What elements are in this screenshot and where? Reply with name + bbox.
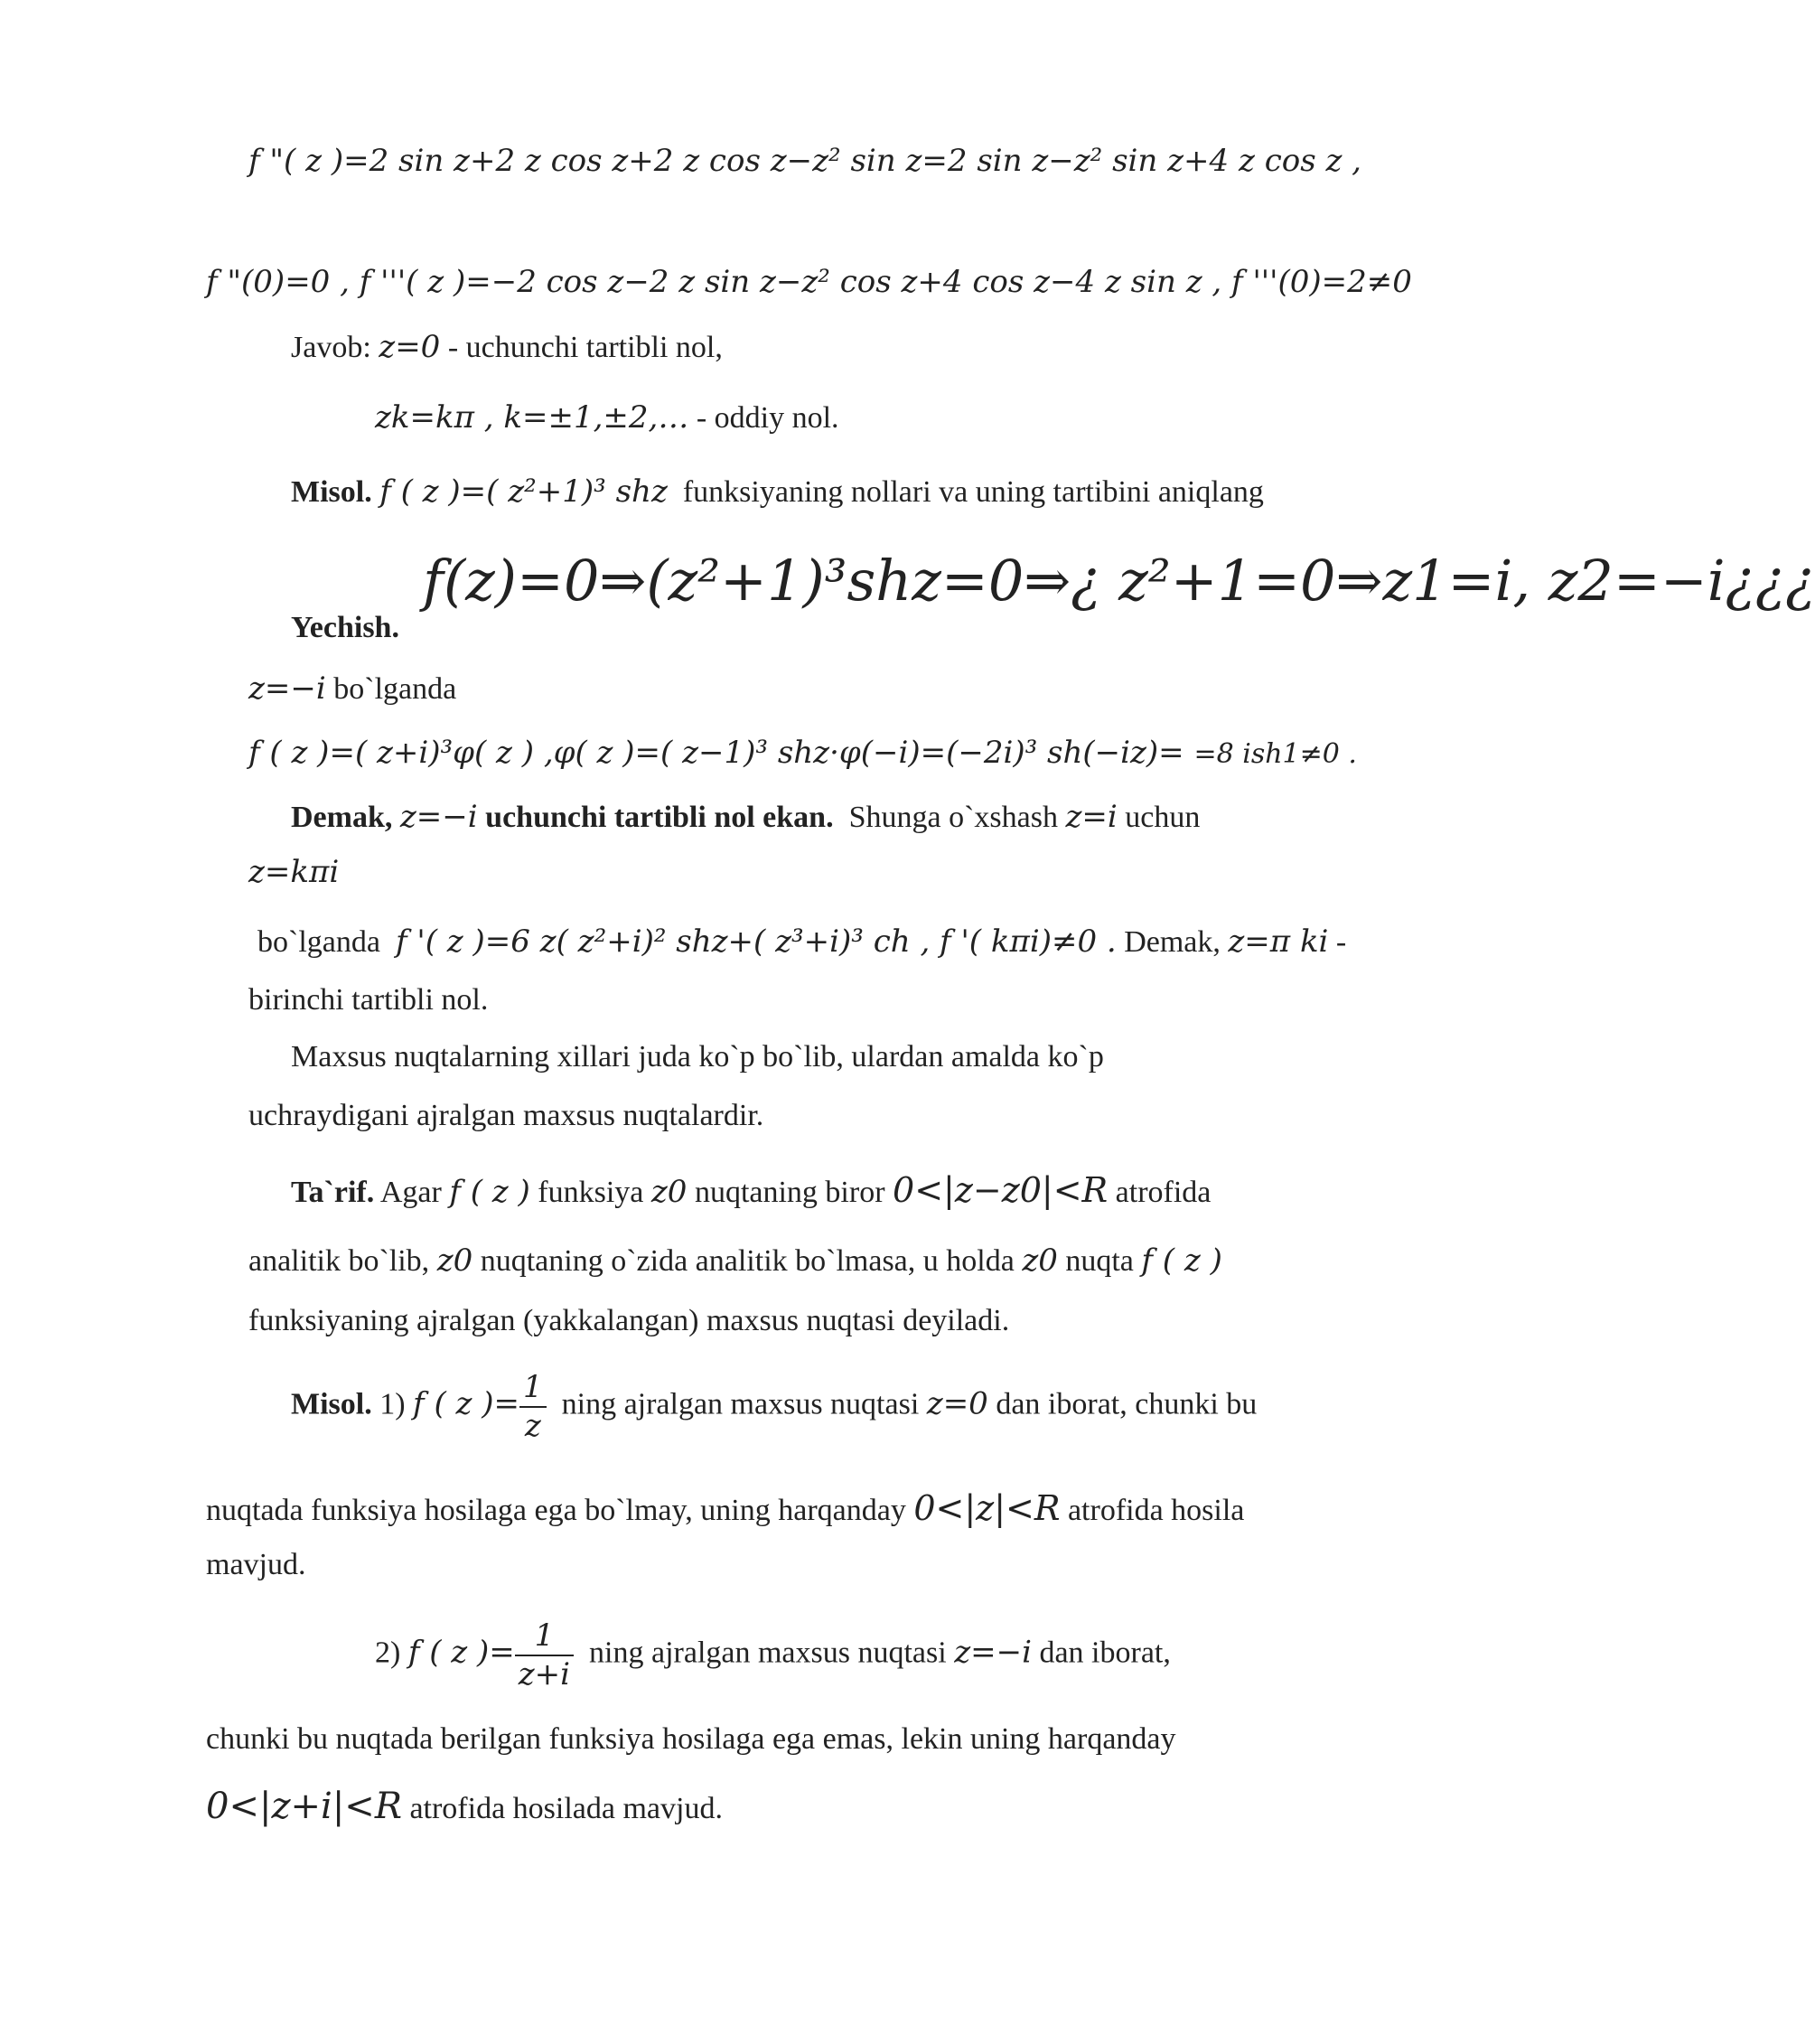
example1-line3 [206,1547,305,1584]
paragraph-text: uchraydigani ajralgan maxsus nuqtalardir. [248,1099,764,1132]
conclusion-label: Demak, [291,801,393,834]
function-symbol: f ( z ) [1141,1242,1222,1279]
condition-formula: z=−i [248,670,326,707]
z0-symbol: z0 [1022,1242,1058,1279]
example2-text2: dan iborat, [1039,1636,1171,1670]
example1-line2 [206,1488,1244,1530]
example2-line3-text: atrofida hosilada mavjud. [409,1792,723,1825]
phi-formula-result: =8 ish1≠0 . [1193,738,1357,770]
analytic-text: analitik bo`lib, [248,1244,430,1278]
example1-line2-text: nuqtada funksiya hosilaga ega bo`lmay, uning harqanday [206,1494,906,1527]
answer-text: - uchunchi tartibli nol, [447,331,723,364]
dash: - [1335,925,1347,959]
condition-text: bo`lganda [333,672,457,706]
example2-formula: z=−i [954,1634,1032,1671]
example1-neighborhood: 0<|z|<R [913,1488,1061,1528]
kpi-formula: z=kπi [248,854,340,890]
phi-formula-line [248,735,1357,772]
derivative-formula: f '( z )=6 z( z²+i)² shz+( z³+i)³ ch , f '( kπi)≠0 . [395,924,1117,960]
paragraph-line [248,1098,763,1135]
fraction-denominator: z [524,1407,541,1444]
fraction-numerator: 1 [515,1617,574,1656]
example-formula: f ( z )=( z²+1)³ shz [379,473,668,510]
definition-line [248,1242,1222,1280]
answer-formula: z=0 [379,329,441,365]
example1-line2b-text: atrofida hosila [1067,1494,1245,1527]
example2-neighborhood: 0<|z+i|<R [206,1786,402,1827]
fraction-1-over-z [519,1369,547,1445]
condition-line [248,670,456,708]
fraction-numerator: 1 [519,1369,547,1408]
fraction-denominator: z+i [518,1655,571,1692]
z0-symbol: z0 [436,1242,473,1279]
answer-line [291,329,723,367]
example-label: Misol. [291,1387,372,1421]
definition-label: Ta`rif. [291,1176,375,1209]
example-label: Misol. [291,475,372,509]
example-text: funksiyaning nollari va uning tartibini aniqlang [682,475,1264,509]
function-symbol: f ( z ) [449,1174,530,1210]
solution-formula-text: f(z)=0⇒(z²+1)³shz=0⇒¿ z²+1=0⇒z1=i, z2=−i¿¿¿ [423,548,1815,614]
phi-formula: f ( z )=( z+i)³φ( z ) ,φ( z )=( z−1)³ shz·φ(−i)=(−2i)³ sh(−iz)= [248,735,1184,771]
first-order-line [248,982,488,1019]
neighborhood-text: atrofida [1115,1176,1212,1209]
example2-text: ning ajralgan maxsus nuqtasi [589,1636,947,1670]
paragraph-text: Maxsus nuqtalarning xillari juda ko`p bo`lib, ulardan amalda ko`p [291,1040,1104,1074]
derivative-label: bo`lganda [257,925,380,959]
zeros-text: - oddiy nol. [696,401,839,435]
fraction-1-over-z-plus-i [515,1617,574,1693]
neighborhood-formula: 0<|z−z0|<R [893,1170,1109,1210]
answer-label: Javob: [291,331,371,364]
conclusion2-formula: z=π ki [1228,924,1329,960]
similar-text: Shunga o`xshash [848,801,1058,834]
item-number: 1) [379,1387,406,1421]
similar-formula: z=i [1065,799,1118,835]
point-self-text: nuqtaning o`zida analitik bo`lmasa, u holda [480,1244,1015,1278]
solution-formula [423,548,1815,614]
zeros-formula: zk=kπ , k=±1,±2,… [375,399,689,436]
conclusion2-label: Demak, [1124,925,1221,959]
zeros-line [375,399,839,437]
formula-text: f "( z )=2 sin z+2 z cos z+2 z cos z−z² sin z=2 sin z−z² sin z+4 z cos z , [248,143,1361,179]
derivative-line [257,924,1346,961]
example1-text: ning ajralgan maxsus nuqtasi [561,1387,920,1421]
conclusion-formula: z=−i [399,799,478,835]
first-order-text: birinchi tartibli nol. [248,983,489,1017]
example1-text2: dan iborat, chunki bu [996,1387,1258,1421]
kpi-line [248,854,339,891]
fraction-lhs: f ( z )= [407,1634,515,1671]
solution-label: Yechish. [291,611,399,644]
example2-line2-text: chunki bu nuqtada berilgan funksiya hosilaga ega emas, lekin uning harqanday [206,1722,1176,1756]
item-number: 2) [375,1636,401,1670]
formula-third-derivative [206,264,1412,301]
paragraph-line [291,1039,1104,1076]
example1-line [291,1369,1257,1445]
if-text: Agar [379,1176,442,1209]
formula-second-derivative [248,143,1361,180]
conclusion-bold: uchunchi tartibli nol ekan. [485,801,834,834]
exists-text: mavjud. [206,1548,306,1581]
definition-line [248,1303,1009,1340]
example-line [291,473,1264,511]
z0-symbol: z0 [650,1174,688,1210]
example1-formula: z=0 [926,1385,988,1422]
formula-text: f "(0)=0 , f '''( z )=−2 cos z−2 z sin z−z² cos z+4 cos z−4 z sin z , f '''(0)=2≠0 [206,264,1412,300]
function-text: funksiya [538,1176,644,1209]
definition-text: funksiyaning ajralgan (yakkalangan) maxsus nuqtasi deyiladi. [248,1304,1010,1337]
example2-line3 [206,1785,723,1828]
for-text: uchun [1125,801,1201,834]
example2-line [375,1617,1171,1693]
definition-line [291,1170,1211,1212]
point-text: nuqtaning biror [694,1176,885,1209]
point-text: nuqta [1065,1244,1134,1278]
example2-line2 [206,1721,1176,1758]
solution-label-block [291,610,399,647]
conclusion-line [291,799,1200,837]
fraction-lhs: f ( z )= [413,1385,519,1422]
